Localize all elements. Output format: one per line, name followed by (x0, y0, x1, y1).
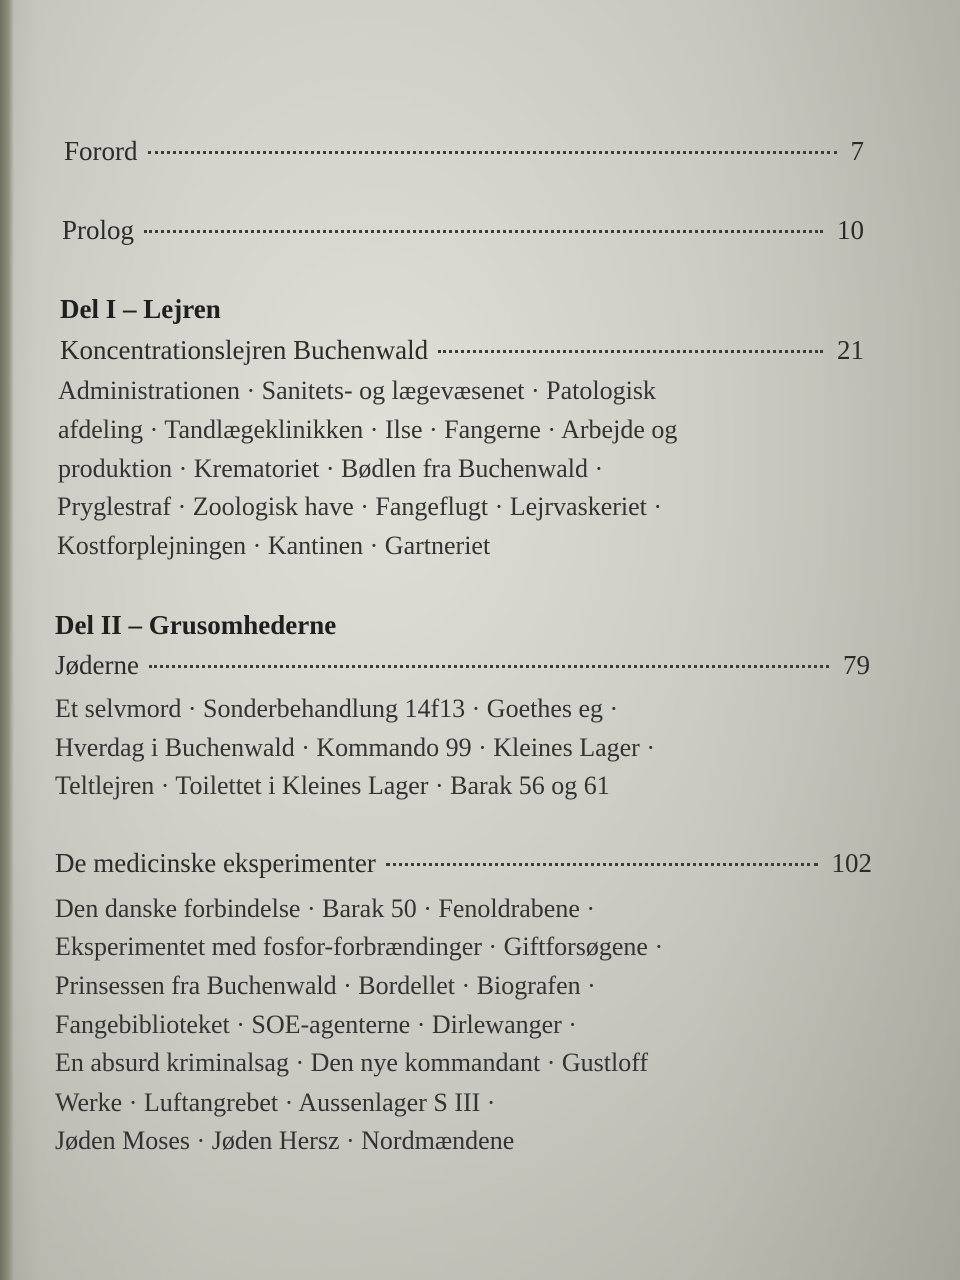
toc-entry-joderne (55, 650, 870, 681)
toc-entry-title: Prolog (62, 215, 135, 245)
part-heading-1: Del I – Lejren (60, 294, 221, 324)
subtopic-line: Eksperimentet med fosfor-forbrændinger · Giftforsøgene · (55, 932, 664, 961)
subtopic-line: Werke · Luftangrebet · Aussenlager S III · (55, 1088, 496, 1117)
toc-leader-dots (438, 350, 823, 353)
toc-entry-buchenwald (60, 335, 864, 366)
toc-entry-page: 21 (837, 335, 864, 365)
toc-entry-medicinske-eksperimenter (55, 848, 872, 879)
toc-entry-page: 102 (831, 848, 872, 878)
subtopic-line: Jøden Moses · Jøden Hersz · Nordmændene (55, 1126, 515, 1155)
subtopic-line: produktion · Krematoriet · Bødlen fra Buchenwald · (58, 454, 604, 483)
toc-entry-title: De medicinske eksperimenter (55, 848, 376, 878)
subtopic-line: Den danske forbindelse · Barak 50 · Fenoldrabene · (55, 894, 596, 923)
toc-entry-prolog (62, 215, 864, 246)
subtopic-line: afdeling · Tandlægeklinikken · Ilse · Fangerne · Arbejde og (58, 415, 678, 444)
toc-entry-title: Jøderne (55, 650, 139, 680)
subtopic-line: Fangebiblioteket · SOE-agenterne · Dirlewanger · (55, 1010, 577, 1039)
subtopic-line: Et selvmord · Sonderbehandlung 14f13 · Goethes eg · (55, 694, 619, 723)
subtopic-line: Kostforplejningen · Kantinen · Gartneriet (57, 531, 491, 560)
toc-entry-page: 79 (843, 650, 870, 680)
toc-entry-title: Forord (64, 136, 138, 166)
toc-entry-title: Koncentrationslejren Buchenwald (60, 335, 429, 365)
part-heading-2: Del II – Grusomhederne (55, 610, 337, 640)
subtopic-line: En absurd kriminalsag · Den nye kommandant · Gustloff (55, 1048, 649, 1077)
toc-entry-page: 7 (850, 136, 864, 166)
toc-entry-page: 10 (837, 215, 864, 245)
subtopic-line: Teltlejren · Toilettet i Kleines Lager · Barak 56 og 61 (55, 771, 610, 800)
toc-leader-dots (148, 151, 837, 154)
subtopic-line: Prinsessen fra Buchenwald · Bordellet · Biografen · (55, 971, 596, 1000)
toc-entry-forord (64, 136, 864, 167)
toc-leader-dots (386, 863, 818, 866)
subtopic-line: Hverdag i Buchenwald · Kommando 99 · Kleines Lager · (55, 733, 655, 762)
toc-leader-dots (144, 230, 823, 233)
page-spine-edge (0, 0, 14, 1280)
subtopic-line: Administrationen · Sanitets- og lægevæsenet · Patologisk (58, 376, 656, 405)
subtopic-line: Pryglestraf · Zoologisk have · Fangeflugt · Lejrvaskeriet · (57, 492, 663, 521)
toc-leader-dots (149, 665, 829, 668)
